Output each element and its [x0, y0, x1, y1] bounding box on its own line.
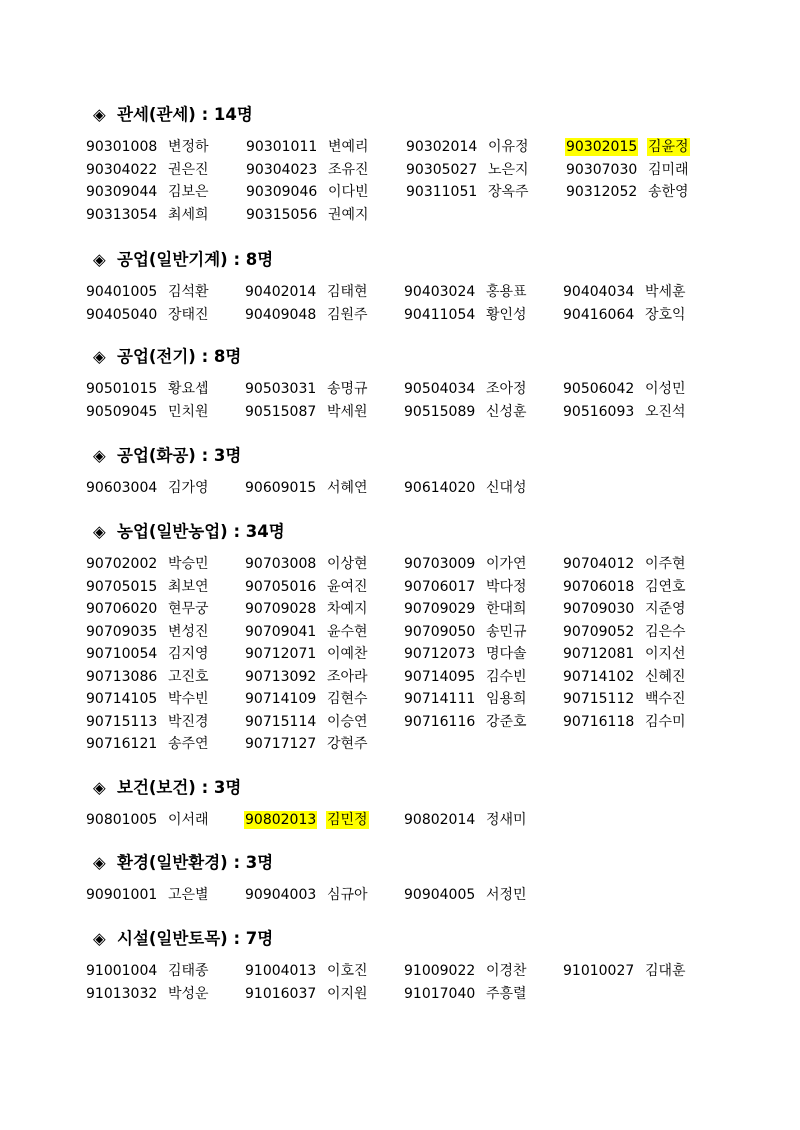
student-name: 박성운: [168, 985, 209, 1002]
student-name: 송명규: [327, 381, 368, 397]
entry-row: [85, 304, 745, 327]
student-id: 90709041: [245, 623, 317, 640]
student-name: 강현주: [327, 736, 368, 752]
student-id: 90301008: [86, 139, 158, 155]
student-id: 90710054: [86, 646, 158, 662]
student-name: 장호익: [645, 306, 686, 323]
student-name: 주흥렬: [486, 985, 527, 1002]
student-name: 김석환: [168, 284, 209, 300]
entry-row: [85, 643, 745, 666]
student-id: 90802014: [404, 812, 476, 828]
entry-row: [85, 809, 745, 832]
section-heading: [93, 103, 745, 127]
student-name: 박승민: [168, 556, 209, 572]
section-heading: [93, 520, 745, 544]
student-id: 90716116: [404, 713, 476, 730]
student-id: 90801005: [86, 812, 158, 828]
student-id: 90714105: [86, 691, 158, 707]
student-id: 90712073: [404, 646, 476, 662]
student-name: 김민정: [327, 812, 368, 828]
student-name: 고진호: [168, 668, 209, 685]
student-id: 90409048: [245, 306, 317, 323]
student-id: 90904005: [404, 887, 476, 903]
student-name: 민치원: [168, 403, 209, 420]
student-id: 90501015: [86, 381, 158, 397]
entry-row: [85, 711, 745, 734]
student-id: 90515089: [404, 403, 476, 420]
student-id: 90309044: [86, 184, 158, 200]
entry-row: [85, 136, 745, 159]
entry-list: [85, 884, 745, 907]
student-id: 90515087: [245, 403, 317, 420]
student-name: 이다빈: [328, 184, 369, 200]
student-id: 90715114: [245, 713, 317, 730]
student-id: 90404034: [563, 284, 635, 300]
student-name: 노은지: [488, 161, 529, 178]
student-name: 박세훈: [645, 284, 686, 300]
student-id: 90504034: [404, 381, 476, 397]
student-id: 90304022: [86, 161, 158, 178]
student-name: 이경찬: [486, 963, 527, 979]
section: [85, 345, 745, 423]
entry-list: [85, 960, 745, 1005]
section: [85, 248, 745, 326]
student-name: 김연호: [645, 578, 686, 595]
entry-list: [85, 809, 745, 832]
student-name: 김태현: [327, 284, 368, 300]
entry-row: [85, 281, 745, 304]
diamond-bullet-icon: ◈: [93, 446, 106, 465]
student-name: 신성훈: [486, 403, 527, 420]
section-title: 환경(일반환경) : 3명: [117, 853, 274, 872]
student-name: 김원주: [327, 306, 368, 323]
section-heading: [93, 927, 745, 951]
student-id: 90706020: [86, 601, 158, 617]
student-name: 백수진: [645, 691, 686, 707]
student-id: 90709035: [86, 623, 158, 640]
student-name: 윤여진: [327, 578, 368, 595]
student-name: 김지영: [168, 646, 209, 662]
diamond-bullet-icon: ◈: [93, 105, 106, 124]
entry-list: [85, 281, 745, 326]
student-name: 오진석: [645, 403, 686, 420]
diamond-bullet-icon: ◈: [93, 250, 106, 269]
student-name: 이성민: [645, 381, 686, 397]
section-heading: [93, 776, 745, 800]
student-id: 90709028: [245, 601, 317, 617]
student-name: 이서래: [168, 812, 209, 828]
student-name: 윤수현: [327, 623, 368, 640]
student-name: 신대성: [486, 480, 527, 496]
student-name: 이주현: [645, 556, 686, 572]
entry-row: [85, 159, 745, 182]
section-title: 보건(보건) : 3명: [117, 778, 242, 797]
student-name: 김대훈: [645, 963, 686, 979]
entry-row: [85, 884, 745, 907]
entry-row: [85, 666, 745, 689]
student-id: 90609015: [245, 480, 317, 496]
student-id: 90315056: [246, 206, 318, 223]
student-id: 91001004: [86, 963, 158, 979]
student-id: 90405040: [86, 306, 158, 323]
student-id: 90311051: [406, 184, 478, 200]
student-id: 90714102: [563, 668, 635, 685]
student-id: 90402014: [245, 284, 317, 300]
student-id: 90709052: [563, 623, 635, 640]
entry-list: [85, 477, 745, 500]
student-id: 90509045: [86, 403, 158, 420]
diamond-bullet-icon: ◈: [93, 778, 106, 797]
diamond-bullet-icon: ◈: [93, 522, 106, 541]
student-name: 강준호: [486, 713, 527, 730]
entry-list: [85, 136, 745, 226]
student-name: 박다정: [486, 578, 527, 595]
student-name: 권은진: [168, 161, 209, 178]
student-id: 91004013: [245, 963, 317, 979]
student-name: 황요셉: [168, 381, 209, 397]
student-name: 김수빈: [486, 668, 527, 685]
section-heading: [93, 851, 745, 875]
student-id: 90706018: [563, 578, 635, 595]
section: [85, 776, 745, 832]
student-name: 송민규: [486, 623, 527, 640]
student-name: 김수미: [645, 713, 686, 730]
student-name: 신혜진: [645, 668, 686, 685]
section-heading: [93, 345, 745, 369]
student-id: 90702002: [86, 556, 158, 572]
section: [85, 444, 745, 500]
student-id: 90716121: [86, 736, 158, 752]
student-name: 김미래: [648, 161, 689, 178]
student-id: 90709030: [563, 601, 635, 617]
entry-list: [85, 378, 745, 423]
student-id: 90714095: [404, 668, 476, 685]
student-id: 90401005: [86, 284, 158, 300]
student-name: 한대희: [486, 601, 527, 617]
section-title: 시설(일반토목) : 7명: [117, 929, 274, 948]
entry-row: [85, 401, 745, 424]
student-name: 서혜연: [327, 480, 368, 496]
student-id: 90506042: [563, 381, 635, 397]
student-id: 90901001: [86, 887, 158, 903]
student-name: 정새미: [486, 812, 527, 828]
student-name: 변정하: [168, 139, 209, 155]
student-name: 이유정: [488, 139, 529, 155]
student-name: 이지선: [645, 646, 686, 662]
student-id: 90904003: [245, 887, 317, 903]
student-id: 90714109: [245, 691, 317, 707]
student-id: 90305027: [406, 161, 478, 178]
student-name: 이지원: [327, 985, 368, 1002]
section: [85, 851, 745, 907]
section-title: 공업(일반기계) : 8명: [117, 250, 274, 269]
student-id: 91009022: [404, 963, 476, 979]
student-id: 90304023: [246, 161, 318, 178]
entry-row: [85, 204, 745, 227]
student-id: 90313054: [86, 206, 158, 223]
entry-row: [85, 477, 745, 500]
student-id: 90706017: [404, 578, 476, 595]
student-id: 91017040: [404, 985, 476, 1002]
student-name: 권예지: [328, 206, 369, 223]
student-name: 송주연: [168, 736, 209, 752]
section: [85, 520, 745, 756]
section-title: 농업(일반농업) : 34명: [117, 522, 285, 541]
student-name: 조아정: [486, 381, 527, 397]
student-id: 90715112: [563, 691, 635, 707]
entry-row: [85, 688, 745, 711]
student-id: 90705015: [86, 578, 158, 595]
student-name: 장태진: [168, 306, 209, 323]
student-id: 90717127: [245, 736, 317, 752]
student-id: 90503031: [245, 381, 317, 397]
student-id: 90703008: [245, 556, 317, 572]
student-name: 최세희: [168, 206, 209, 223]
section-heading: [93, 444, 745, 468]
student-id: 90301011: [246, 139, 318, 155]
entry-row: [85, 378, 745, 401]
diamond-bullet-icon: ◈: [93, 853, 106, 872]
section-title: 관세(관세) : 14명: [117, 105, 253, 124]
entry-row: [85, 621, 745, 644]
student-id: 90302014: [406, 139, 478, 155]
student-id: 90302015: [566, 139, 638, 155]
student-id: 90703009: [404, 556, 476, 572]
student-name: 김현수: [327, 691, 368, 707]
section: [85, 103, 745, 226]
section-title: 공업(화공) : 3명: [117, 446, 242, 465]
student-name: 지준영: [645, 601, 686, 617]
student-name: 이가연: [486, 556, 527, 572]
student-name: 박진경: [168, 713, 209, 730]
student-id: 90715113: [86, 713, 158, 730]
student-name: 고은별: [168, 887, 209, 903]
entry-row: [85, 576, 745, 599]
student-id: 90704012: [563, 556, 635, 572]
student-id: 90312052: [566, 184, 638, 200]
student-name: 조유진: [328, 161, 369, 178]
student-id: 90709050: [404, 623, 476, 640]
entry-row: [85, 733, 745, 756]
student-id: 90614020: [404, 480, 476, 496]
student-name: 서정민: [486, 887, 527, 903]
student-id: 90705016: [245, 578, 317, 595]
student-id: 91016037: [245, 985, 317, 1002]
student-name: 김가영: [168, 480, 209, 496]
student-name: 김윤정: [648, 139, 689, 155]
student-name: 이상현: [327, 556, 368, 572]
entry-row: [85, 960, 745, 983]
entry-list: [85, 553, 745, 756]
student-name: 김은수: [645, 623, 686, 640]
student-name: 변예리: [328, 139, 369, 155]
student-name: 명다솔: [486, 646, 527, 662]
student-name: 장옥주: [488, 184, 529, 200]
student-name: 심규아: [327, 887, 368, 903]
student-name: 김태종: [168, 963, 209, 979]
student-name: 송한영: [648, 184, 689, 200]
student-id: 90403024: [404, 284, 476, 300]
section-title: 공업(전기) : 8명: [117, 347, 242, 366]
section: [85, 927, 745, 1005]
student-id: 90802013: [245, 812, 317, 828]
student-name: 변성진: [168, 623, 209, 640]
entry-row: [85, 983, 745, 1006]
diamond-bullet-icon: ◈: [93, 929, 106, 948]
student-name: 조아라: [327, 668, 368, 685]
student-name: 임용희: [486, 691, 527, 707]
student-id: 90716118: [563, 713, 635, 730]
student-name: 현무궁: [168, 601, 209, 617]
student-name: 이승연: [327, 713, 368, 730]
entry-row: [85, 598, 745, 621]
student-name: 홍용표: [486, 284, 527, 300]
student-id: 90309046: [246, 184, 318, 200]
student-id: 90709029: [404, 601, 476, 617]
student-id: 91013032: [86, 985, 158, 1002]
diamond-bullet-icon: ◈: [93, 347, 106, 366]
student-id: 90416064: [563, 306, 635, 323]
student-id: 90712071: [245, 646, 317, 662]
student-id: 90714111: [404, 691, 476, 707]
student-name: 차예지: [327, 601, 368, 617]
student-id: 90713086: [86, 668, 158, 685]
section-heading: [93, 248, 745, 272]
student-id: 90713092: [245, 668, 317, 685]
student-id: 91010027: [563, 963, 635, 979]
entry-row: [85, 553, 745, 576]
student-id: 90516093: [563, 403, 635, 420]
student-name: 김보은: [168, 184, 209, 200]
student-name: 박수빈: [168, 691, 209, 707]
entry-row: [85, 181, 745, 204]
student-name: 이예찬: [327, 646, 368, 662]
student-name: 최보연: [168, 578, 209, 595]
student-id: 90712081: [563, 646, 635, 662]
student-id: 90411054: [404, 306, 476, 323]
student-id: 90603004: [86, 480, 158, 496]
student-name: 박세원: [327, 403, 368, 420]
student-id: 90307030: [566, 161, 638, 178]
student-name: 이호진: [327, 963, 368, 979]
student-name: 황인성: [486, 306, 527, 323]
